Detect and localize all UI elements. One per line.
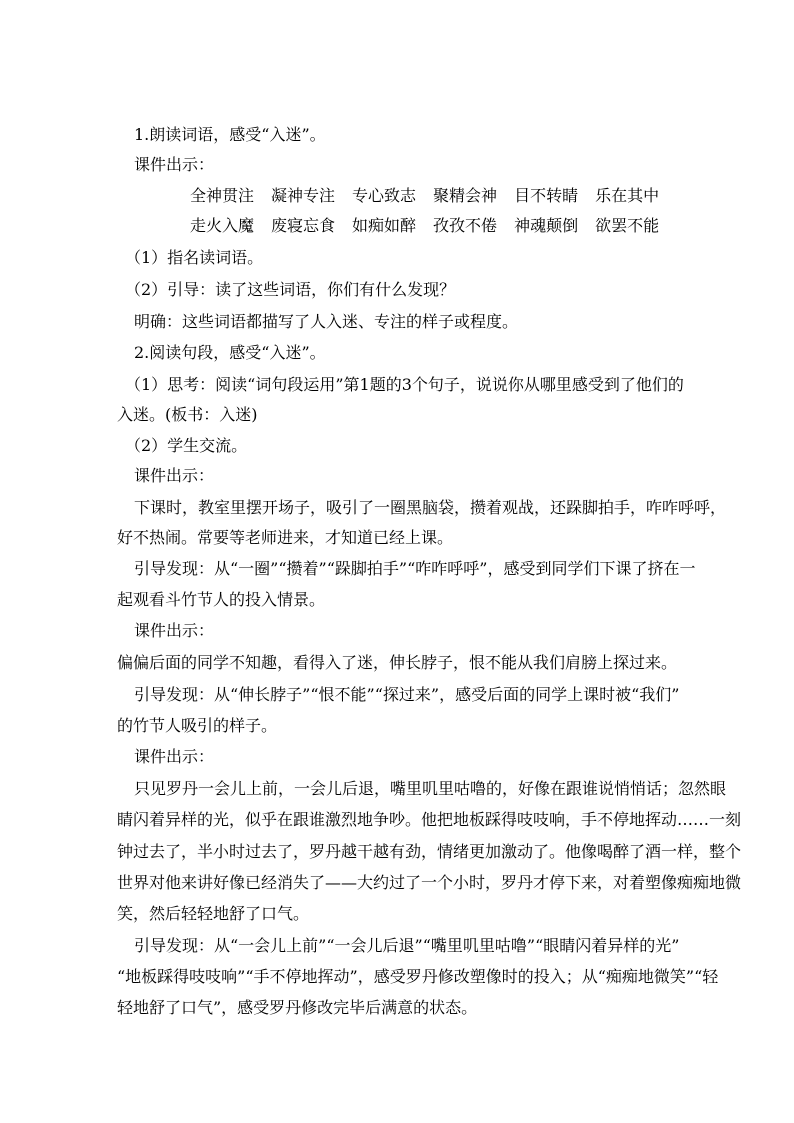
- word-item: 全神贯注: [190, 186, 255, 205]
- quote-paragraph: 只见罗丹一会儿上前，一会儿后退，嘴里叽里咕噜的，好像在跟谁说悄悄话；忽然眼: [134, 779, 727, 798]
- word-item: 废寝忘食: [271, 216, 336, 235]
- quote-paragraph-cont: 钟过去了，半小时过去了，罗丹越干越有劲，情绪更加激动了。他像喝醉了酒一样，整个: [117, 842, 742, 861]
- courseware-label: 课件出示：: [134, 621, 215, 640]
- guided-discovery-cont: 的竹节人吸引的样子。: [117, 716, 278, 735]
- quote-paragraph-cont: 睛闪着异样的光，似乎在跟谁激烈地争吵。他把地板踩得吱吱响，手不停地挥动……一刻: [117, 810, 742, 829]
- guided-discovery: 引导发现：从“一会儿上前”“一会儿后退”“嘴里叽里咕噜”“眼睛闪着异样的光”: [134, 936, 680, 955]
- word-item: 聚精会神: [433, 186, 498, 205]
- guided-discovery: 引导发现：从“伸长脖子”“恨不能”“探过来”，感受后面的同学上课时被“我们”: [134, 685, 680, 704]
- section-heading-2: 2.阅读句段，感受“入迷”。: [134, 343, 326, 362]
- quote-paragraph: 下课时，教室里摆开场子，吸引了一圈黑脑袋，攒着观战，还跺脚拍手，咋咋呼呼，: [134, 498, 727, 517]
- word-item: 神魂颠倒: [514, 216, 579, 235]
- guided-discovery-cont: 轻地舒了口气”，感受罗丹修改完毕后满意的状态。: [117, 998, 478, 1017]
- clarification: 明确：这些词语都描写了人入迷、专注的样子或程度。: [134, 312, 519, 331]
- word-item: 欲罢不能: [595, 216, 660, 235]
- word-item: 乐在其中: [595, 186, 660, 205]
- quote-paragraph-cont: 好不热闹。常要等老师进来，才知道已经上课。: [117, 528, 454, 547]
- guided-discovery-cont: “地板踩得吱吱响”“手不停地挥动”，感受罗丹修改塑像时的投入；从“痴痴地微笑”“轻: [117, 967, 719, 986]
- courseware-label: 课件出示：: [134, 747, 215, 766]
- step-think: （1）思考：阅读“词句段运用”第1题的3个句子，说说你从哪里感受到了他们的: [125, 375, 684, 394]
- word-item: 凝神专注: [271, 186, 336, 205]
- quote-paragraph-cont: 世界对他来讲好像已经消失了——大约过了一个小时，罗丹才停下来，对着塑像痴痴地微: [117, 873, 742, 892]
- quote-paragraph: 偏偏后面的同学不知趣，看得入了迷，伸长脖子，恨不能从我们肩膀上探过来。: [117, 653, 678, 672]
- word-item: 孜孜不倦: [433, 216, 498, 235]
- word-item: 如痴如醉: [352, 216, 417, 235]
- guided-discovery-cont: 起观看斗竹节人的投入情景。: [117, 590, 326, 609]
- courseware-label: 课件出示：: [134, 466, 215, 485]
- guided-discovery: 引导发现：从“一圈”“攒着”“跺脚拍手”“咋咋呼呼”，感受到同学们下课了挤在一: [134, 559, 696, 578]
- word-list-row-2: [190, 216, 670, 236]
- step-think-cont: 入迷。(板书：入迷): [117, 405, 258, 424]
- section-heading-1: 1.朗读词语，感受“入迷”。: [134, 125, 326, 144]
- step-1: （1）指名读词语。: [125, 248, 264, 267]
- word-item: 走火入魔: [190, 216, 255, 235]
- quote-paragraph-cont: 笑，然后轻轻地舒了口气。: [117, 904, 310, 923]
- courseware-label: 课件出示：: [134, 155, 215, 174]
- step-discuss: （2）学生交流。: [125, 436, 248, 455]
- word-item: 目不转睛: [514, 186, 579, 205]
- word-item: 专心致志: [352, 186, 417, 205]
- word-list-row-1: [190, 186, 670, 206]
- step-2: （2）引导：读了这些词语，你们有什么发现？: [125, 280, 456, 299]
